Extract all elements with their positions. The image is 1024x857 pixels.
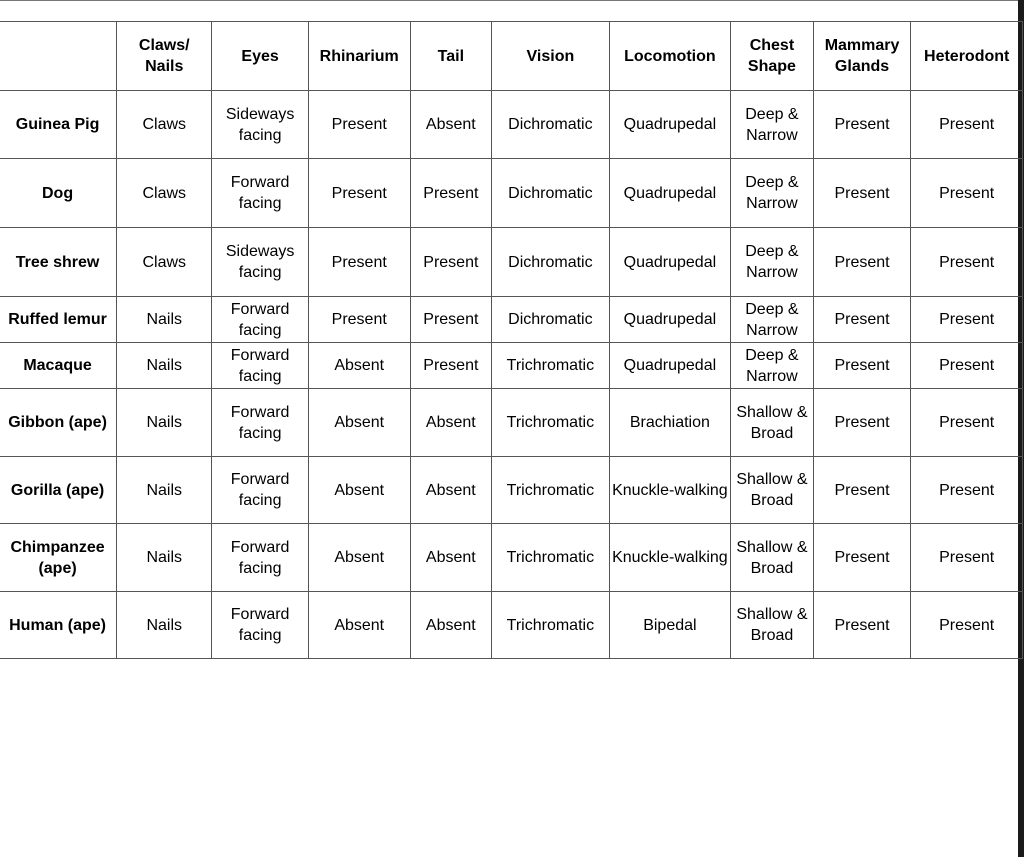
header-rhinarium: Rhinarium — [308, 22, 410, 91]
cell-vision: Dichromatic — [492, 297, 610, 343]
row-label: Macaque — [0, 343, 117, 389]
cell-chest-shape: Deep & Narrow — [731, 159, 814, 228]
cell-rhinarium: Present — [308, 91, 410, 159]
cell-vision: Dichromatic — [492, 91, 610, 159]
page-top-rule — [0, 0, 1020, 1]
cell-vision: Trichromatic — [492, 457, 610, 524]
cell-claws-nails: Nails — [117, 457, 212, 524]
cell-heterodont: Present — [911, 389, 1023, 457]
cell-mammary-glands: Present — [813, 343, 911, 389]
cell-claws-nails: Nails — [117, 524, 212, 592]
cell-rhinarium: Present — [308, 228, 410, 297]
table-row — [0, 228, 1023, 297]
cell-vision: Trichromatic — [492, 592, 610, 659]
cell-heterodont: Present — [911, 228, 1023, 297]
cell-eyes: Forward facing — [212, 159, 309, 228]
cell-eyes: Sideways facing — [212, 228, 309, 297]
cell-chest-shape: Deep & Narrow — [731, 297, 814, 343]
cell-mammary-glands: Present — [813, 592, 911, 659]
cell-locomotion: Quadrupedal — [609, 228, 731, 297]
cell-eyes: Forward facing — [212, 592, 309, 659]
cell-mammary-glands: Present — [813, 228, 911, 297]
table-row — [0, 91, 1023, 159]
cell-locomotion: Knuckle-walking — [609, 524, 731, 592]
cell-eyes: Forward facing — [212, 297, 309, 343]
cell-mammary-glands: Present — [813, 91, 911, 159]
cell-rhinarium: Absent — [308, 343, 410, 389]
cell-rhinarium: Present — [308, 159, 410, 228]
cell-tail: Absent — [410, 389, 492, 457]
cell-chest-shape: Deep & Narrow — [731, 343, 814, 389]
cell-chest-shape: Deep & Narrow — [731, 228, 814, 297]
header-locomotion: Locomotion — [609, 22, 731, 91]
cell-heterodont: Present — [911, 343, 1023, 389]
cell-chest-shape: Deep & Narrow — [731, 91, 814, 159]
cell-locomotion: Bipedal — [609, 592, 731, 659]
cell-eyes: Forward facing — [212, 524, 309, 592]
primate-traits-table — [0, 21, 1023, 659]
cell-tail: Present — [410, 343, 492, 389]
row-label: Dog — [0, 159, 117, 228]
cell-rhinarium: Absent — [308, 524, 410, 592]
cell-chest-shape: Shallow & Broad — [731, 592, 814, 659]
cell-heterodont: Present — [911, 592, 1023, 659]
header-eyes: Eyes — [212, 22, 309, 91]
cell-tail: Present — [410, 297, 492, 343]
row-label: Guinea Pig — [0, 91, 117, 159]
cell-tail: Absent — [410, 457, 492, 524]
cell-vision: Dichromatic — [492, 159, 610, 228]
cell-vision: Dichromatic — [492, 228, 610, 297]
cell-eyes: Forward facing — [212, 343, 309, 389]
cell-tail: Present — [410, 159, 492, 228]
cell-claws-nails: Claws — [117, 228, 212, 297]
cell-vision: Trichromatic — [492, 343, 610, 389]
cell-rhinarium: Absent — [308, 592, 410, 659]
cell-claws-nails: Claws — [117, 159, 212, 228]
cell-locomotion: Quadrupedal — [609, 91, 731, 159]
cell-chest-shape: Shallow & Broad — [731, 457, 814, 524]
cell-chest-shape: Shallow & Broad — [731, 389, 814, 457]
cell-locomotion: Brachiation — [609, 389, 731, 457]
cell-tail: Present — [410, 228, 492, 297]
row-label: Ruffed lemur — [0, 297, 117, 343]
table-row — [0, 297, 1023, 343]
cell-mammary-glands: Present — [813, 389, 911, 457]
table-row — [0, 524, 1023, 592]
cell-mammary-glands: Present — [813, 457, 911, 524]
table-row — [0, 343, 1023, 389]
header-chest-shape: Chest Shape — [731, 22, 814, 91]
cell-rhinarium: Present — [308, 297, 410, 343]
cell-vision: Trichromatic — [492, 389, 610, 457]
header-row — [0, 22, 1023, 91]
cell-claws-nails: Claws — [117, 91, 212, 159]
cell-mammary-glands: Present — [813, 524, 911, 592]
cell-claws-nails: Nails — [117, 592, 212, 659]
table-row — [0, 159, 1023, 228]
cell-locomotion: Quadrupedal — [609, 159, 731, 228]
row-label: Gibbon (ape) — [0, 389, 117, 457]
header-claws-nails: Claws/ Nails — [117, 22, 212, 91]
table-row — [0, 389, 1023, 457]
cell-locomotion: Knuckle-walking — [609, 457, 731, 524]
cell-locomotion: Quadrupedal — [609, 297, 731, 343]
table-row — [0, 457, 1023, 524]
row-label: Tree shrew — [0, 228, 117, 297]
cell-heterodont: Present — [911, 524, 1023, 592]
cell-rhinarium: Absent — [308, 389, 410, 457]
header-corner — [0, 22, 117, 91]
cell-chest-shape: Shallow & Broad — [731, 524, 814, 592]
cell-claws-nails: Nails — [117, 343, 212, 389]
cell-heterodont: Present — [911, 457, 1023, 524]
cell-eyes: Sideways facing — [212, 91, 309, 159]
cell-tail: Absent — [410, 592, 492, 659]
cell-locomotion: Quadrupedal — [609, 343, 731, 389]
cell-eyes: Forward facing — [212, 457, 309, 524]
header-heterodont: Heterodont — [911, 22, 1023, 91]
cell-claws-nails: Nails — [117, 389, 212, 457]
cell-heterodont: Present — [911, 297, 1023, 343]
cell-tail: Absent — [410, 91, 492, 159]
table-row — [0, 592, 1023, 659]
row-label: Chimpanzee (ape) — [0, 524, 117, 592]
cell-heterodont: Present — [911, 159, 1023, 228]
cell-tail: Absent — [410, 524, 492, 592]
cell-vision: Trichromatic — [492, 524, 610, 592]
cell-mammary-glands: Present — [813, 297, 911, 343]
cell-claws-nails: Nails — [117, 297, 212, 343]
row-label: Gorilla (ape) — [0, 457, 117, 524]
header-vision: Vision — [492, 22, 610, 91]
cell-heterodont: Present — [911, 91, 1023, 159]
header-mammary-glands: Mammary Glands — [813, 22, 911, 91]
row-label: Human (ape) — [0, 592, 117, 659]
cell-eyes: Forward facing — [212, 389, 309, 457]
header-tail: Tail — [410, 22, 492, 91]
cell-mammary-glands: Present — [813, 159, 911, 228]
cell-rhinarium: Absent — [308, 457, 410, 524]
